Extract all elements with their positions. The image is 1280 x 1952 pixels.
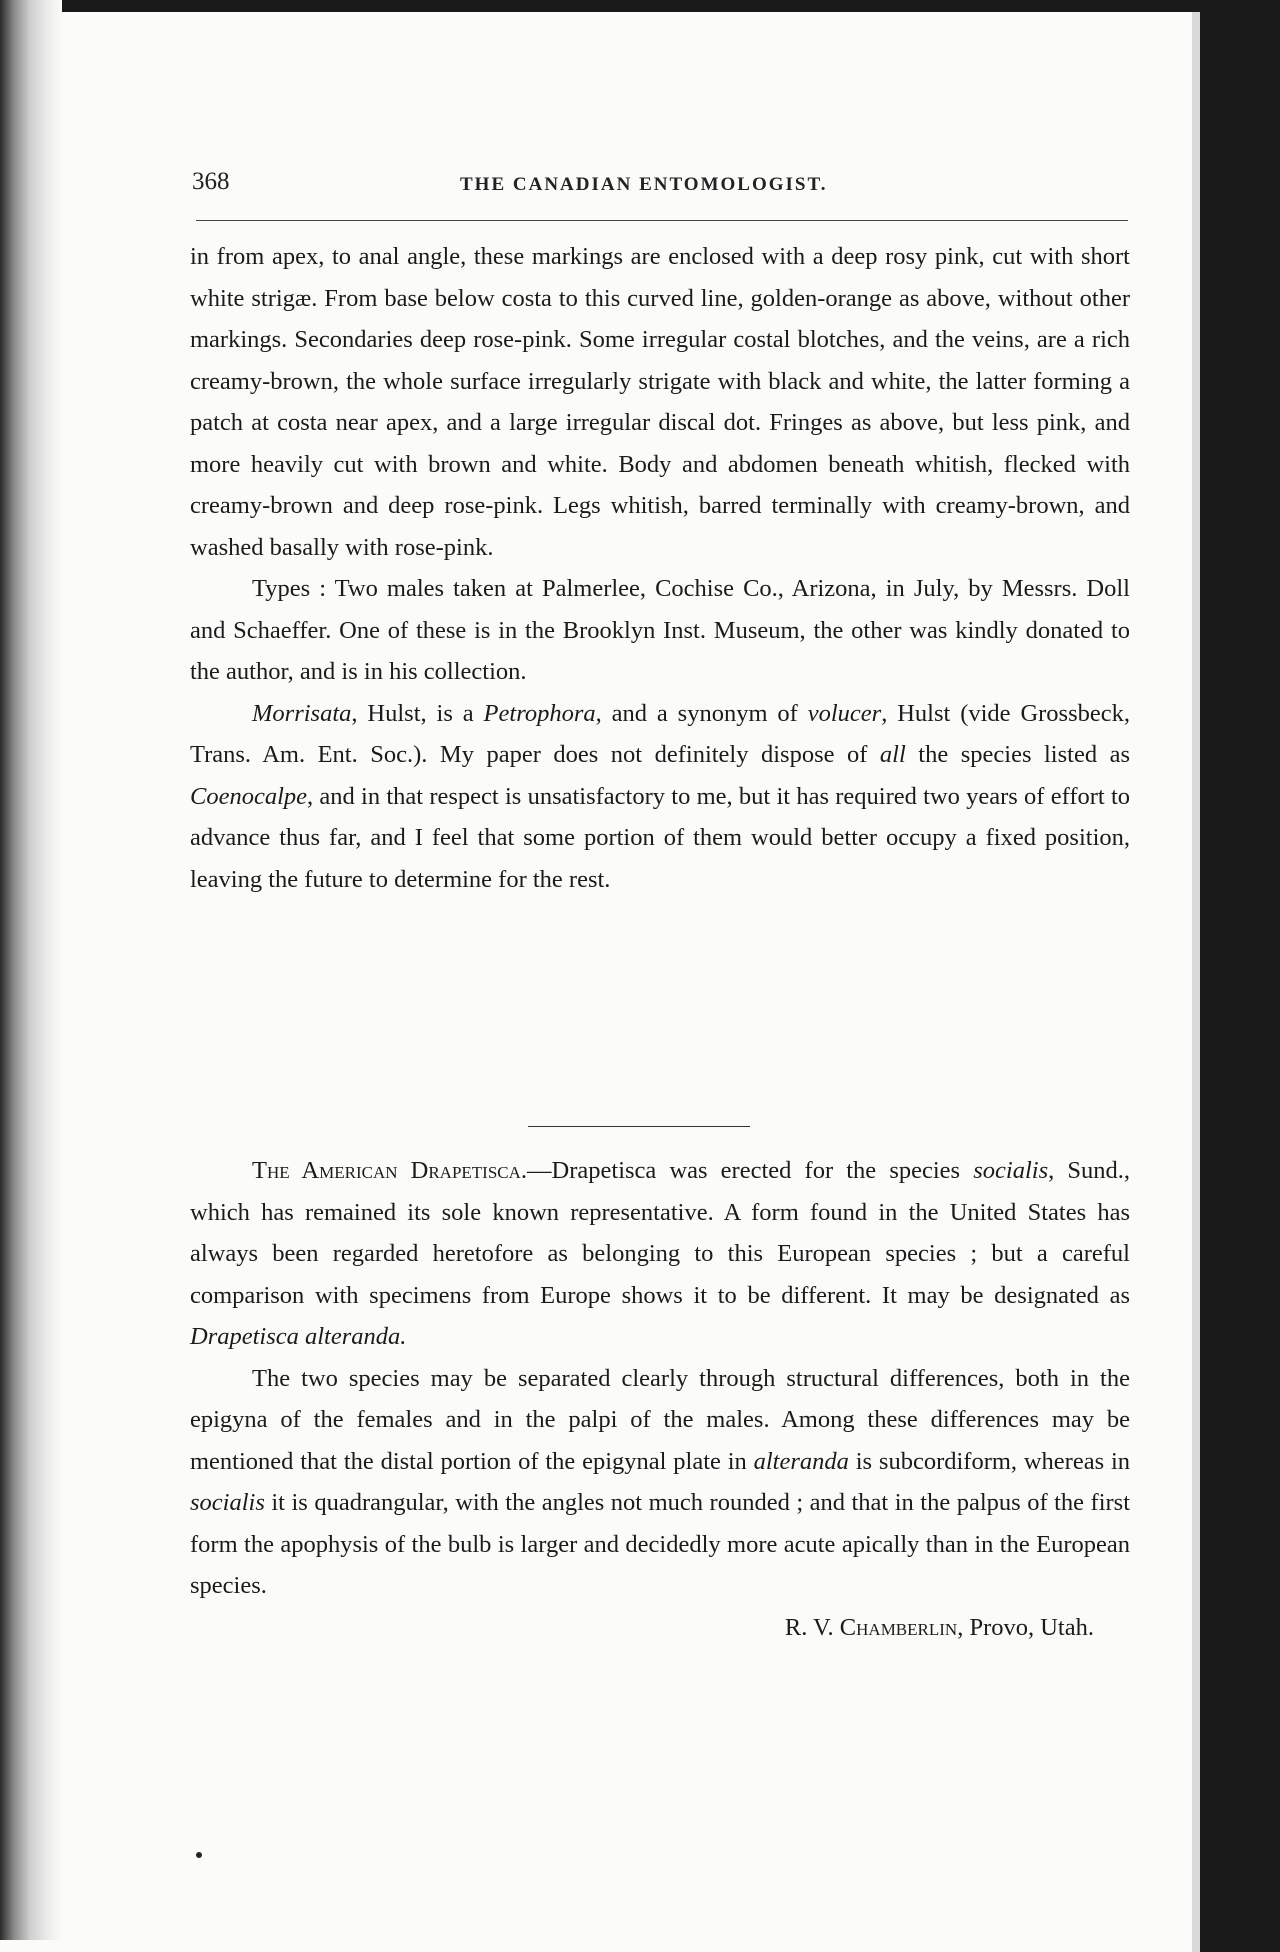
note-heading: The American Drapetisca. xyxy=(252,1157,528,1184)
drapetisca-note xyxy=(190,1150,1130,1648)
paragraph-types: Types : Two males taken at Palmerlee, Cochise Co., Arizona, in July, by Messrs. Doll and Schaeffer. One of these is in the Brooklyn Inst. Museum, the other was kindly donated to the author, and is in his collection. xyxy=(190,575,1130,685)
author-signature: R. V. Chamberlin, Provo, Utah. xyxy=(784,1613,1094,1641)
page-number: 368 xyxy=(192,168,230,195)
header-rule xyxy=(196,220,1128,221)
page-binding-shadow xyxy=(0,0,62,1940)
paragraph-synonymy: Morrisata, Hulst, is a Petrophora, and a synonym of volucer, Hulst (vide Grossbeck, Trans. Am. Ent. Soc.). My paper does not definitely dispose of all the species listed as Coenocalpe, and in that respect is unsatisfactory to me, but it has required two years of effort to advance thus far, and I feel that some portion of them would better occupy a fixed position, leaving the future to determine for the rest. xyxy=(190,699,1130,893)
print-speck xyxy=(196,1852,202,1858)
journal-title: THE CANADIAN ENTOMOLOGIST. xyxy=(460,174,828,195)
section-separator xyxy=(528,1126,750,1127)
paragraph-description: in from apex, to anal angle, these markings are enclosed with a deep rosy pink, cut with short white strigæ. From base below costa to this curved line, golden-orange as above, without other markings. Secondaries deep rose-pink. Some irregular costal blotches, and the veins, are a rich creamy-brown, the whole surface irregularly strigate with black and white, the latter forming a patch at costa near apex, and a large irregular discal dot. Fringes as above, but less pink, and more heavily cut with brown and white. Body and abdomen beneath whitish, flecked with creamy-brown and deep rose-pink. Legs whitish, barred terminally with creamy-brown, and washed basally with rose-pink. xyxy=(190,243,1130,561)
note-paragraph-1: The American Drapetisca.—Drapetisca was erected for the species socialis, Sund., which has remained its sole known representative. A form found in the United States has always been regarded heretofore as belonging to this European species ; but a careful comparison with specimens from Europe shows it to be different. It may be designated as Drapetisca alteranda. xyxy=(190,1157,1131,1350)
note-paragraph-2: The two species may be separated clearly through structural differences, both in the epigyna of the females and in the palpi of the males. Among these differences may be mentioned that the distal portion of the epigynal plate in alteranda is subcordiform, whereas in socialis it is quadrangular, with the angles not much rounded ; and that in the palpus of the first form the apophysis of the bulb is larger and decidedly more acute apically than in the European species. xyxy=(190,1364,1131,1599)
running-head xyxy=(192,168,1132,198)
page-edge xyxy=(1192,12,1200,1952)
article-continuation xyxy=(190,236,1130,900)
